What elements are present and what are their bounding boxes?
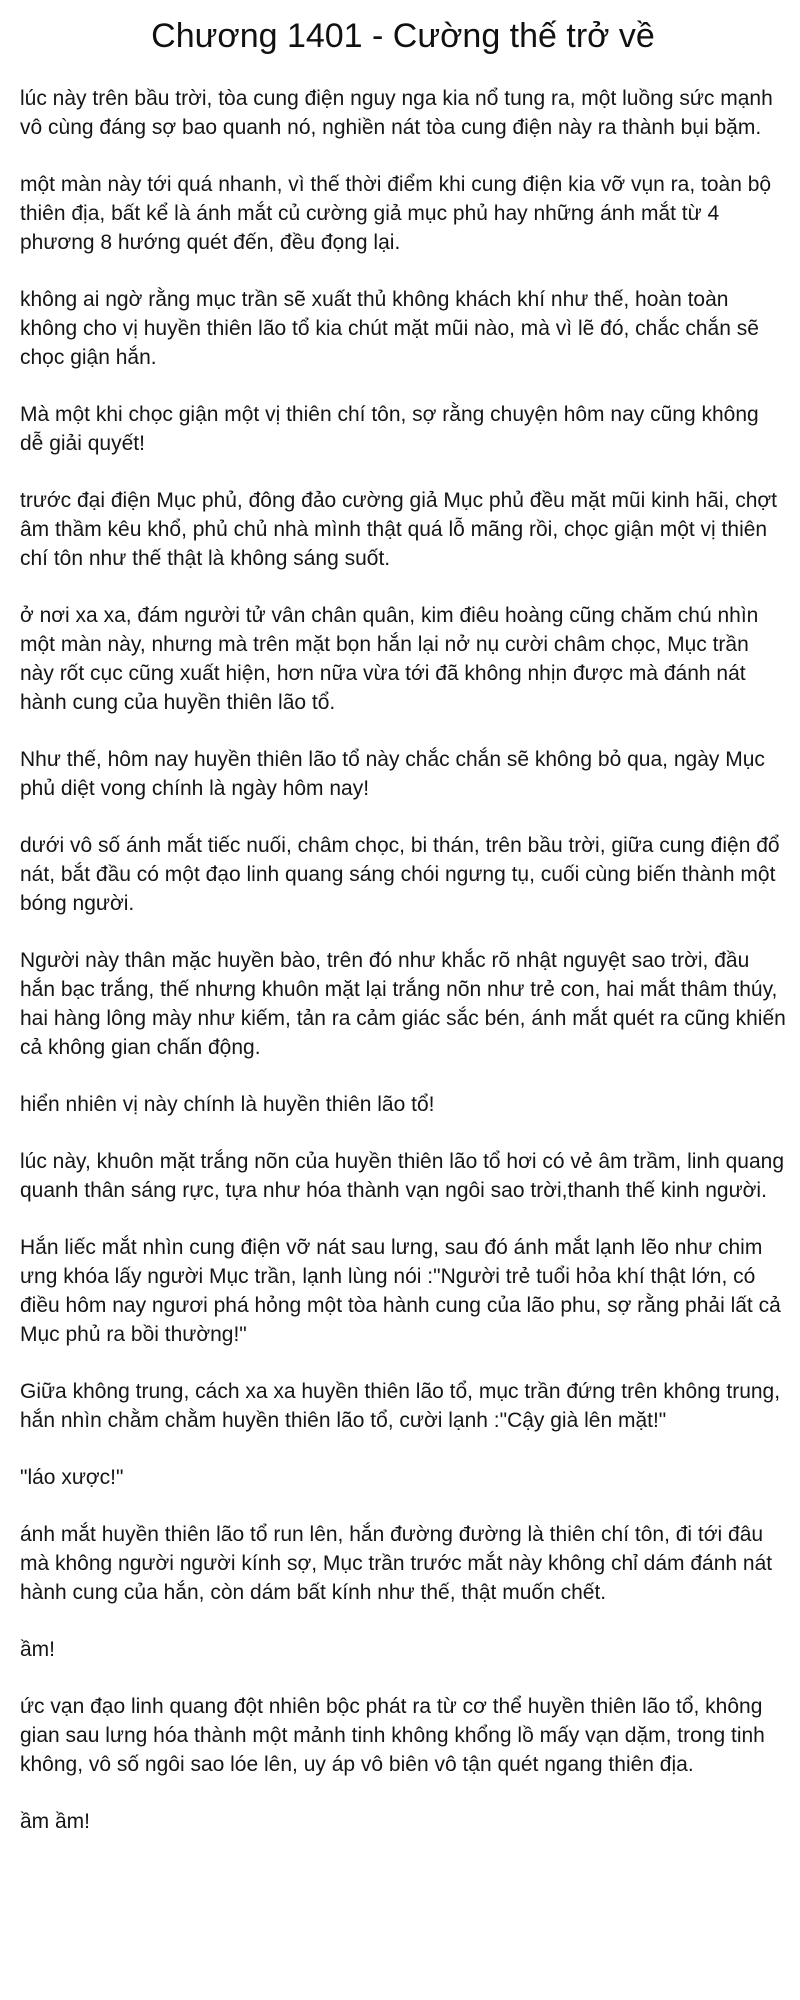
paragraph: hiển nhiên vị này chính là huyền thiên lão tổ! xyxy=(20,1093,435,1116)
paragraph: một màn này tới quá nhanh, vì thế thời điểm khi cung điện kia vỡ vụn ra, toàn bộ thiên địa, bất kể là ánh mắt củ cường giả mục phủ hay những ánh mắt từ 4 phương 8 hướng quét đến, đều đọng lại. xyxy=(20,173,772,254)
chapter-title: Chương 1401 - Cường thế trở về xyxy=(151,17,655,55)
paragraph: không ai ngờ rằng mục trần sẽ xuất thủ không khách khí như thế, hoàn toàn không cho vị huyền thiên lão tổ kia chút mặt mũi nào, mà vì lẽ đó, chắc chắn sẽ chọc giận hắn. xyxy=(20,288,759,369)
paragraph: lúc này, khuôn mặt trắng nõn của huyền thiên lão tổ hơi có vẻ âm trầm, linh quang quanh thân sáng rực, tựa như hóa thành vạn ngôi sao trời,thanh thế kinh người. xyxy=(20,1150,785,1202)
paragraph: ánh mắt huyền thiên lão tổ run lên, hắn đường đường là thiên chí tôn, đi tới đâu mà không người người kính sợ, Mục trần trước mắt này không chỉ dám đánh nát hành cung của hắn, còn dám bất kính như thế, thật muốn chết. xyxy=(20,1523,773,1604)
paragraph: Người này thân mặc huyền bào, trên đó như khắc rõ nhật nguyệt sao trời, đầu hắn bạc trắng, thế nhưng khuôn mặt lại trắng nõn như trẻ con, hai mắt thâm thúy, hai hàng lông mày như kiếm, tản ra cảm giác sắc bén, ánh mắt quét ra cũng khiến cả không gian chấn động. xyxy=(20,949,786,1059)
paragraph: dưới vô số ánh mắt tiếc nuối, châm chọc, bi thán, trên bầu trời, giữa cung điện đổ nát, bắt đầu có một đạo linh quang sáng chói ngưng tụ, cuối cùng biến thành một bóng người. xyxy=(20,834,780,915)
paragraph: lúc này trên bầu trời, tòa cung điện nguy nga kia nổ tung ra, một luồng sức mạnh vô cùng đáng sợ bao quanh nó, nghiền nát tòa cung điện này ra thành bụi bặm. xyxy=(20,87,773,139)
paragraph: Hắn liếc mắt nhìn cung điện vỡ nát sau lưng, sau đó ánh mắt lạnh lẽo như chim ưng khóa lấy người Mục trần, lạnh lùng nói :"Người trẻ tuổi hỏa khí thật lớn, có điều hôm nay ngươi phá hỏng một tòa hành cung của lão phu, sợ rằng phải lất cả Mục phủ ra bồi thường!" xyxy=(20,1236,781,1346)
paragraph: Giữa không trung, cách xa xa huyền thiên lão tổ, mục trần đứng trên không trung, hắn nhìn chằm chằm huyền thiên lão tổ, cười lạnh :"Cậy già lên mặt!" xyxy=(20,1380,781,1432)
paragraph: ầm! xyxy=(20,1638,56,1661)
paragraph: ầm ầm! xyxy=(20,1810,91,1833)
chapter-body xyxy=(20,84,786,1836)
paragraph: "láo xược!" xyxy=(20,1466,124,1489)
paragraph: ở nơi xa xa, đám người tử vân chân quân, kim điêu hoàng cũng chăm chú nhìn một màn này, nhưng mà trên mặt bọn hắn lại nở nụ cười châm chọc, Mục trần này rốt cục cũng xuất hiện, hơn nữa vừa tới đã không nhịn được mà đánh nát hành cung của huyền thiên lão tổ. xyxy=(20,604,759,714)
paragraph: trước đại điện Mục phủ, đông đảo cường giả Mục phủ đều mặt mũi kinh hãi, chợt âm thầm kêu khổ, phủ chủ nhà mình thật quá lỗ mãng rồi, chọc giận một vị thiên chí tôn như thế thật là không sáng suốt. xyxy=(20,489,778,570)
paragraph: Mà một khi chọc giận một vị thiên chí tôn, sợ rằng chuyện hôm nay cũng không dễ giải quyết! xyxy=(20,403,759,455)
paragraph: ức vạn đạo linh quang đột nhiên bộc phát ra từ cơ thể huyền thiên lão tổ, không gian sau lưng hóa thành một mảnh tinh không khổng lồ mấy vạn dặm, trong tinh không, vô số ngôi sao lóe lên, uy áp vô biên vô tận quét ngang thiên địa. xyxy=(20,1695,765,1776)
paragraph: Như thế, hôm nay huyền thiên lão tổ này chắc chắn sẽ không bỏ qua, ngày Mục phủ diệt vong chính là ngày hôm nay! xyxy=(20,748,765,800)
